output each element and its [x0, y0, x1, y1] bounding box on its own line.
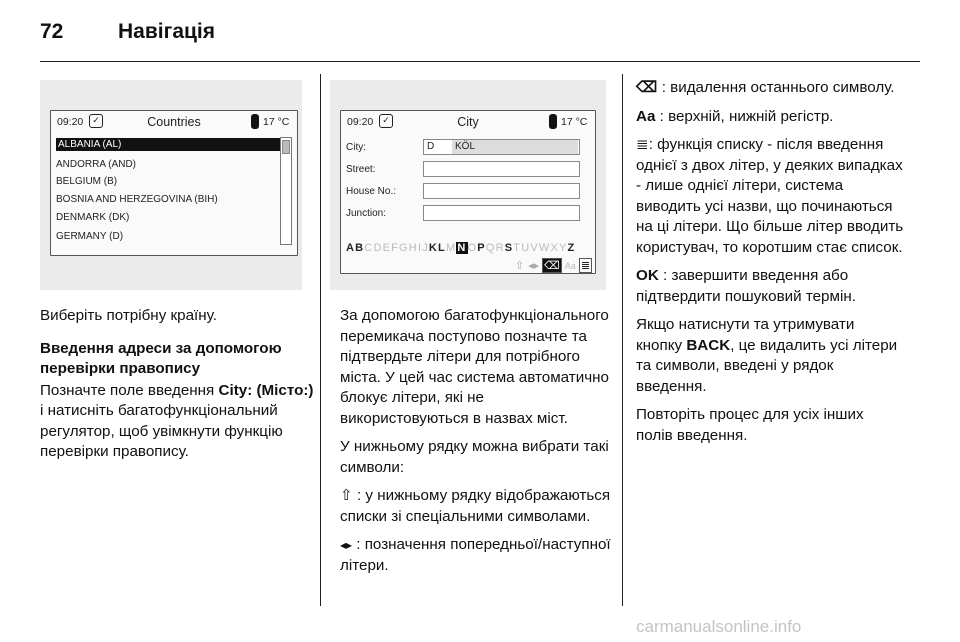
backspace-icon[interactable]: ⌫ [544, 260, 560, 272]
key-disabled: M [445, 242, 457, 254]
text: : завершити введення або підтвердити пошуковий термін. [636, 267, 856, 305]
arrows-icon[interactable]: ◂▸ [528, 260, 540, 272]
house-no-label: House No.: [346, 186, 397, 197]
special-keys [514, 258, 592, 273]
watermark: carmanualsonline.info [636, 617, 802, 636]
paragraph: У нижньому рядку можна вибрати такі символи: [340, 438, 609, 476]
text: : у нижньому рядку відображаються списки зі спеціальними символами. [340, 487, 611, 525]
arrows-icon: ◂▸ [340, 538, 353, 552]
city-screen [340, 110, 596, 274]
text: : верхній, нижній регістр. [655, 107, 834, 125]
paragraph [340, 486, 612, 527]
thermometer-icon [549, 114, 557, 129]
status-bar [341, 111, 595, 133]
shift-icon[interactable]: ⇧ [514, 260, 525, 272]
bold-text: BACK [686, 336, 731, 354]
junction-label: Junction: [346, 208, 387, 219]
key-group[interactable]: P [477, 242, 486, 254]
text: : позначення попередньої/наступної літери. [340, 536, 611, 574]
clock-icon: ✓ [89, 114, 103, 128]
key-group-disabled: TUVWXY [513, 242, 568, 254]
country-item[interactable]: BELGIUM (B) [56, 176, 118, 187]
city-screen-image [330, 80, 606, 290]
temperature: 17 °C [263, 116, 290, 128]
countries-screen [50, 110, 298, 256]
clock-icon: ✓ [379, 114, 393, 128]
country-item[interactable]: DENMARK (DK) [56, 212, 130, 223]
country-item-selected[interactable]: ALBANIA (AL) [56, 138, 288, 151]
column-divider-1 [320, 74, 321, 606]
key-group[interactable]: S [504, 242, 514, 254]
backspace-icon: ⌫ [636, 79, 658, 96]
country-item[interactable]: BOSNIA AND HERZEGOVINA (BIH) [56, 194, 218, 205]
scroll-thumb[interactable] [282, 140, 290, 154]
column-3 [636, 78, 904, 454]
clock-time: 09:20 [57, 116, 84, 128]
paragraph: За допомогою багатофункціонального перемикача поступово позначте та підтвердьте літери для потрібного міста. У цей час система автоматично блокує літери, які не використовуються в назвах міст. [340, 307, 609, 427]
text: Якщо натиснути та утримувати кнопку [636, 316, 855, 354]
paragraph [636, 135, 904, 258]
paragraph: Повторіть процес для усіх інших полів введення. [636, 406, 864, 444]
street-label: Street: [346, 164, 376, 175]
country-item[interactable]: ANDORRA (AND) [56, 159, 137, 170]
paragraph [636, 266, 904, 307]
list-icon[interactable]: ≣ [580, 260, 591, 272]
key-group[interactable]: Z [567, 242, 576, 254]
paragraph [636, 315, 904, 397]
key-group[interactable]: AB [346, 242, 365, 254]
page-title: Навігація [118, 20, 216, 43]
text: : функція списку - після введення однієї з двох літер, у деяких випадках - лише однієї літери, система виводить усі назви, що починаються на ці літери. Що більше літер вводить користувач, то коротшим стає список. [636, 136, 904, 256]
page-number: 72 [40, 20, 64, 43]
city-input[interactable] [423, 139, 580, 155]
column-divider-2 [622, 74, 623, 606]
column-1 [40, 306, 315, 471]
case-icon[interactable]: Aa [564, 261, 576, 271]
temperature: 17 °C [561, 116, 588, 128]
bold-text: Aa [636, 107, 656, 125]
thermometer-icon [251, 114, 259, 129]
text: : видалення останнього символу. [657, 79, 895, 96]
house-no-input[interactable] [423, 183, 580, 199]
city-input-suggestion: KÖL [452, 140, 578, 154]
key-group[interactable]: KL [428, 242, 446, 254]
text: Позначте поле введення [40, 381, 219, 399]
page-header [40, 18, 920, 62]
list-icon: ≣ [636, 136, 649, 153]
caption: Виберіть потрібну країну. [40, 307, 217, 324]
scrollbar[interactable] [280, 137, 292, 245]
status-bar [51, 111, 297, 133]
column-2 [340, 306, 612, 584]
city-label: City: [346, 142, 366, 153]
paragraph [40, 381, 315, 463]
street-input[interactable] [423, 161, 580, 177]
section-heading: Введення адреси за допомогою перевірки правопису [40, 339, 282, 377]
screen-title: City [457, 115, 479, 129]
city-input-value: D [427, 141, 435, 152]
key-highlighted[interactable]: N [457, 242, 467, 254]
key-group-disabled: QR [485, 242, 505, 254]
key-group-disabled: CDEFGHIJ [364, 242, 429, 254]
text: і натисніть багатофункціональний регулятор, щоб увімкнути функцію перевірки правопису. [40, 402, 283, 460]
junction-input[interactable] [423, 205, 580, 221]
country-item[interactable]: GERMANY (D) [56, 231, 124, 242]
text: , це видалить усі літери та символи, введені у рядок введення. [636, 336, 898, 395]
screen-title: Countries [147, 115, 201, 129]
countries-screen-image [40, 80, 302, 290]
key-disabled: O [467, 242, 478, 254]
bold-text: City: (Місто:) [218, 381, 314, 399]
paragraph [636, 78, 904, 99]
paragraph [340, 535, 612, 576]
bold-text: OK [636, 267, 659, 284]
paragraph [636, 107, 904, 128]
letter-keyboard[interactable] [346, 242, 575, 254]
shift-icon: ⇧ [340, 487, 353, 504]
clock-time: 09:20 [347, 116, 374, 128]
